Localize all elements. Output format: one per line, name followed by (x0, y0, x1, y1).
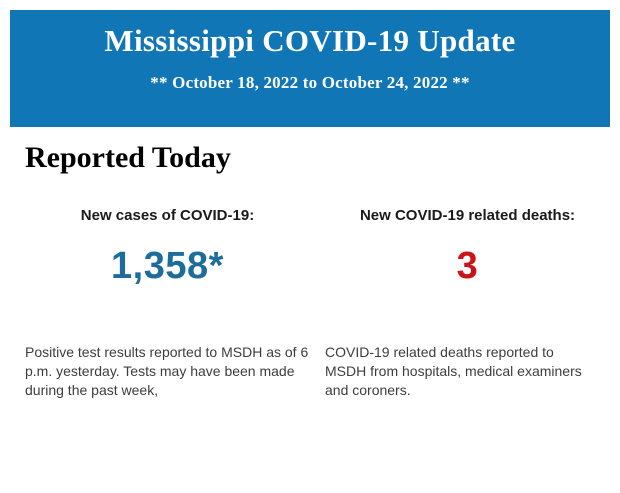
header-banner (10, 10, 610, 127)
stats-grid (25, 207, 610, 400)
date-range: ** October 18, 2022 to October 24, 2022 ** (150, 73, 470, 93)
new-cases-value: 1,358* (111, 244, 224, 287)
new-deaths-value: 3 (456, 244, 479, 287)
covid-update-page (0, 10, 620, 493)
main-content (0, 127, 620, 400)
stat-new-cases (25, 207, 310, 400)
new-deaths-description: COVID-19 related deaths reported to MSDH from hospitals, medical examiners and coroners. (325, 343, 582, 398)
new-deaths-label: New COVID-19 related deaths: (359, 206, 576, 224)
new-cases-label: New cases of COVID-19: (80, 206, 255, 224)
new-cases-description: Positive test results reported to MSDH as of 6 p.m. yesterday. Tests may have been made during the past week, (25, 343, 309, 398)
stat-new-deaths (325, 207, 610, 400)
section-title: Reported Today (25, 141, 231, 174)
page-title: Mississippi COVID-19 Update (104, 23, 516, 58)
